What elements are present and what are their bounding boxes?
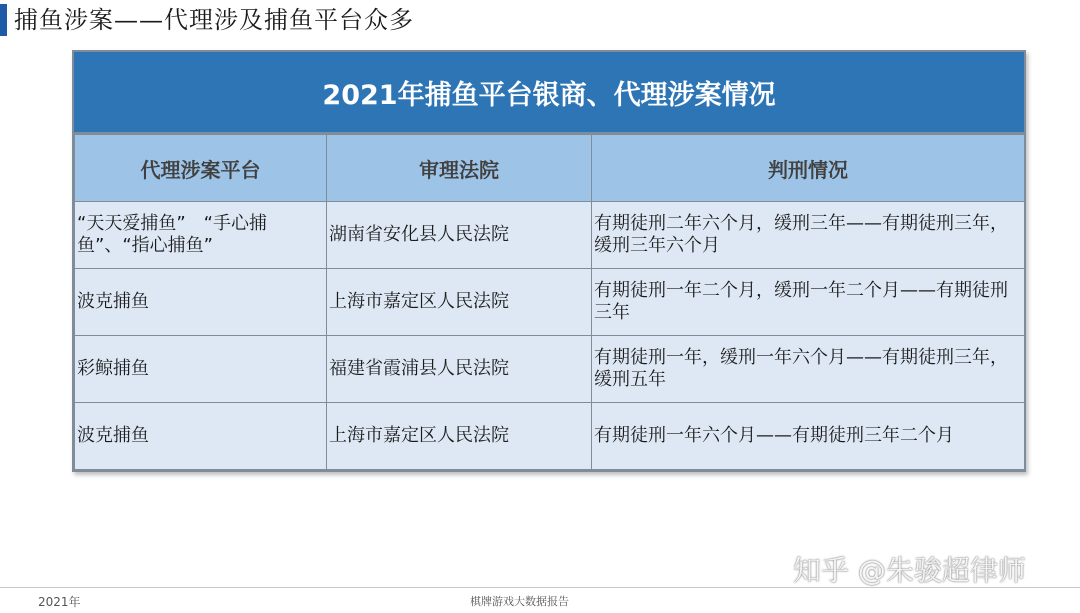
- table-row: [75, 336, 1025, 403]
- header-platform: 代理涉案平台: [75, 135, 327, 202]
- table-row: [75, 269, 1025, 336]
- footer-report-name: 棋牌游戏大数据报告: [470, 595, 569, 608]
- cell-platform: 波克捕鱼: [75, 403, 327, 470]
- cell-platform: “天天爱捕鱼” “手心捕鱼”、“指心捕鱼”: [75, 202, 327, 269]
- cell-sentence: 有期徒刑一年六个月——有期徒刑三年二个月: [592, 403, 1025, 470]
- watermark: 知乎 @朱骏超律师: [793, 554, 1026, 587]
- header-sentence: 判刑情况: [592, 135, 1025, 202]
- table-row: [75, 403, 1025, 470]
- case-table-grid: [74, 134, 1025, 470]
- cell-court: 上海市嘉定区人民法院: [327, 269, 592, 336]
- slide-title: 捕鱼涉案——代理涉及捕鱼平台众多: [14, 6, 414, 34]
- cell-sentence: 有期徒刑二年六个月，缓刑三年——有期徒刑三年，缓刑三年六个月: [592, 202, 1025, 269]
- cell-court: 福建省霞浦县人民法院: [327, 336, 592, 403]
- title-accent-bar: [0, 4, 7, 36]
- case-table: [72, 50, 1026, 472]
- table-header-row: [75, 135, 1025, 202]
- cell-sentence: 有期徒刑一年二个月，缓刑一年二个月——有期徒刑三年: [592, 269, 1025, 336]
- table-banner: 2021年捕鱼平台银商、代理涉案情况: [74, 52, 1024, 134]
- table-row: [75, 202, 1025, 269]
- cell-court: 湖南省安化县人民法院: [327, 202, 592, 269]
- cell-sentence: 有期徒刑一年，缓刑一年六个月——有期徒刑三年，缓刑五年: [592, 336, 1025, 403]
- cell-platform: 彩鲸捕鱼: [75, 336, 327, 403]
- header-court: 审理法院: [327, 135, 592, 202]
- cell-court: 上海市嘉定区人民法院: [327, 403, 592, 470]
- footer-year: 2021年: [38, 595, 81, 609]
- cell-platform: 波克捕鱼: [75, 269, 327, 336]
